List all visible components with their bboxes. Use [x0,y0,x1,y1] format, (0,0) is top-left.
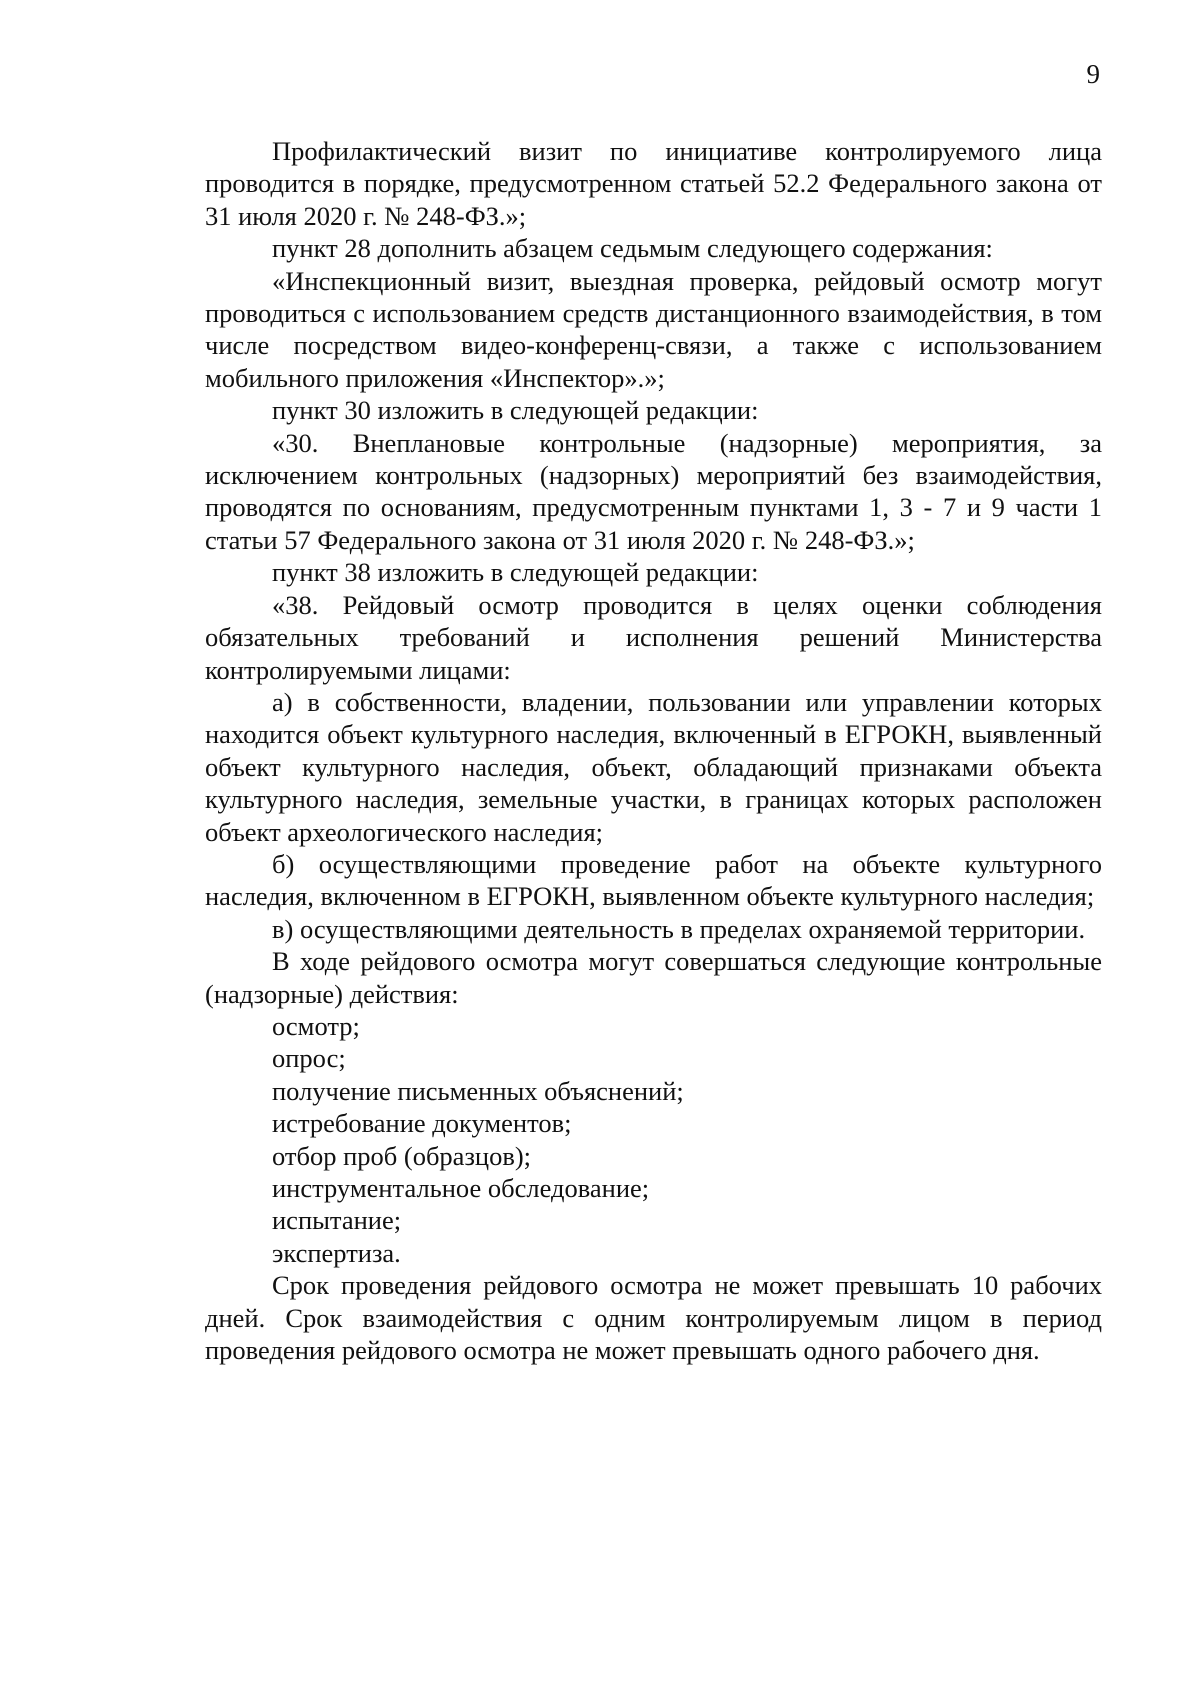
paragraph-subitem-b: б) осуществляющими проведение работ на объекте культурного наследия, включенном в ЕГРОКН, выявленном объекте культурного наследия; [205,848,1102,912]
list-item: опрос; [272,1043,346,1074]
paragraph-item-30-text: «30. Внеплановые контрольные (надзорные) мероприятия, за исключением контрольных (надзорных) мероприятий без взаимодействия, проводятся по основаниям, предусмотренным пунктами 1, 3 - 7 и 9 части 1 статьи 57 Федерального закона от 31 июля 2020 г. № 248-ФЗ.»; [205,427,1102,555]
list-item: отбор проб (образцов); [272,1140,532,1171]
list-item: осмотр; [272,1010,360,1041]
list-item: истребование документов; [272,1108,572,1139]
paragraph-raid-duration: Срок проведения рейдового осмотра не может превышать 10 рабочих дней. Срок взаимодействия с одним контролируемым лицом в период проведения рейдового осмотра не может превышать одного рабочего дня. [205,1270,1102,1366]
paragraph-subitem-v: в) осуществляющими деятельность в пределах охраняемой территории. [272,913,1086,944]
list-item: экспертиза. [272,1237,401,1268]
paragraph-item-38-instruction: пункт 38 изложить в следующей редакции: [272,557,759,588]
paragraph-item-38-text: «38. Рейдовый осмотр проводится в целях оценки соблюдения обязательных требований и исполнения решений Министерства контролируемыми лицами: [205,589,1102,685]
document-body [205,135,1102,1366]
page-number: 9 [1086,59,1100,89]
paragraph-item-30-instruction: пункт 30 изложить в следующей редакции: [272,395,759,426]
list-item: испытание; [272,1205,402,1236]
paragraph-inspection-visit: «Инспекционный визит, выездная проверка, рейдовый осмотр могут проводиться с использованием средств дистанционного взаимодействия, в том числе посредством видео-конференц-связи, а также с использованием мобильного приложения «Инспектор».»; [205,265,1102,393]
paragraph-item-28-instruction: пункт 28 дополнить абзацем седьмым следующего содержания: [272,233,993,264]
paragraph-subitem-a: а) в собственности, владении, пользовании или управлении которых находится объект культурного наследия, включенный в ЕГРОКН, выявленный объект культурного наследия, объект, обладающий признаками объекта культурного наследия, земельные участки, в границах которых расположен объект археологического наследия; [205,686,1102,847]
list-item: инструментальное обследование; [272,1173,650,1203]
paragraph-actions-intro: В ходе рейдового осмотра могут совершаться следующие контрольные (надзорные) действия: [205,946,1102,1009]
paragraph-preventive-visit: Профилактический визит по инициативе контролируемого лица проводится в порядке, предусмотренном статьей 52.2 Федерального закона от 31 июля 2020 г. № 248-ФЗ.»; [205,136,1102,231]
list-item: получение письменных объяснений; [272,1075,684,1106]
